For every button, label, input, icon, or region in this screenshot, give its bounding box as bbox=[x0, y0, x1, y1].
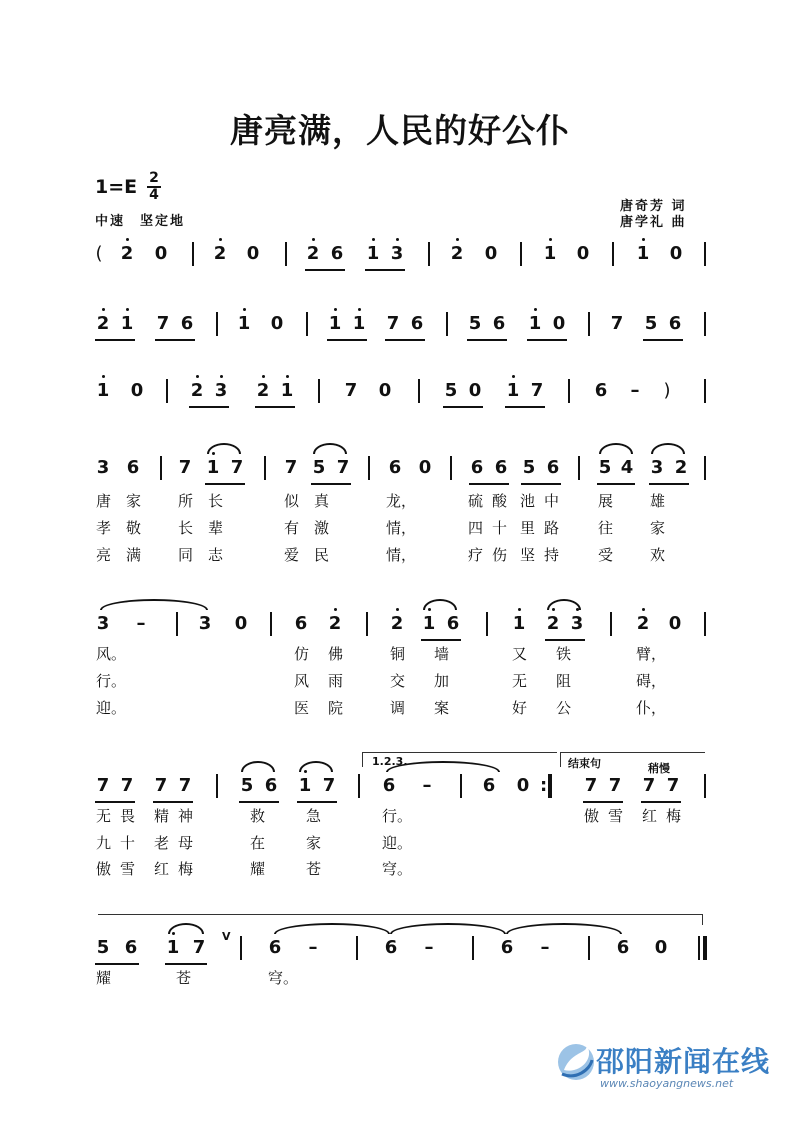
barline bbox=[588, 312, 590, 336]
barline bbox=[285, 242, 287, 266]
barline bbox=[428, 242, 430, 266]
watermark-name: 邵阳新闻在线 bbox=[596, 1045, 771, 1078]
score-system-4: 3 6 7 1 7 7 5 7 6 0 6 6 5 6 5 4 3 2 bbox=[0, 452, 800, 492]
score-system-3: 1 0 2 3 2 1 7 0 5 0 1 7 6 – ) bbox=[0, 375, 800, 415]
lyricist-credit: 唐奇芳 词 bbox=[620, 199, 687, 214]
final-barline-thin bbox=[698, 936, 700, 960]
barline bbox=[166, 379, 168, 403]
barline bbox=[216, 312, 218, 336]
volta-label: 1.2.3. bbox=[372, 755, 408, 768]
song-title: 唐亮满，人民的好公仆 bbox=[230, 111, 570, 150]
barline bbox=[358, 774, 360, 798]
barline bbox=[176, 612, 178, 636]
barline bbox=[160, 456, 162, 480]
watermark-url: www.shaoyangnews.net bbox=[600, 1077, 734, 1090]
time-denominator: 4 bbox=[149, 187, 159, 203]
slow-label: 稍慢 bbox=[648, 762, 670, 775]
score-system-1: ( 2 0 2 0 2 6 1 3 2 0 1 0 1 0 bbox=[0, 238, 800, 278]
paren-close: ) bbox=[663, 380, 671, 401]
barline bbox=[192, 242, 194, 266]
barline bbox=[264, 456, 266, 480]
barline bbox=[460, 774, 462, 798]
barline bbox=[704, 774, 706, 798]
time-signature bbox=[147, 172, 161, 202]
tempo-marking: 中速 坚定地 bbox=[95, 214, 186, 229]
barline bbox=[520, 242, 522, 266]
ending-label: 结束句 bbox=[568, 757, 601, 770]
barline bbox=[318, 379, 320, 403]
barline bbox=[612, 242, 614, 266]
barline bbox=[356, 936, 358, 960]
time-numerator: 2 bbox=[149, 170, 159, 186]
shaoyang-news-logo-icon bbox=[556, 1040, 596, 1086]
final-barline-thick bbox=[703, 936, 707, 960]
barline bbox=[704, 379, 706, 403]
breath-mark: V bbox=[222, 930, 231, 943]
barline bbox=[568, 379, 570, 403]
barline bbox=[450, 456, 452, 480]
paren-open: ( bbox=[95, 243, 103, 264]
barline bbox=[216, 774, 218, 798]
score-system-7: 5 6 1 7 V 6 – 6 – 6 – 6 0 bbox=[0, 932, 800, 972]
barline bbox=[578, 456, 580, 480]
barline bbox=[486, 612, 488, 636]
barline bbox=[704, 612, 706, 636]
score-system-2: 2 1 7 6 1 0 1 1 7 6 5 6 1 0 7 5 6 bbox=[0, 308, 800, 348]
barline bbox=[704, 242, 706, 266]
barline bbox=[588, 936, 590, 960]
barline bbox=[270, 612, 272, 636]
barline bbox=[446, 312, 448, 336]
barline bbox=[610, 612, 612, 636]
barline bbox=[704, 312, 706, 336]
repeat-barline bbox=[548, 774, 552, 798]
barline bbox=[368, 456, 370, 480]
composer-credit: 唐学礼 曲 bbox=[620, 215, 687, 230]
barline bbox=[472, 936, 474, 960]
score-system-6: 7 7 7 7 5 6 1 7 6 – 6 0 : 7 7 7 7 bbox=[0, 770, 800, 810]
score-system-5: 3 – 3 0 6 2 2 1 6 1 2 3 2 0 bbox=[0, 608, 800, 648]
repeat-dots: : bbox=[540, 775, 548, 796]
barline bbox=[366, 612, 368, 636]
barline bbox=[418, 379, 420, 403]
barline bbox=[306, 312, 308, 336]
key-signature: 1=E bbox=[95, 176, 138, 198]
barline bbox=[240, 936, 242, 960]
barline bbox=[704, 456, 706, 480]
